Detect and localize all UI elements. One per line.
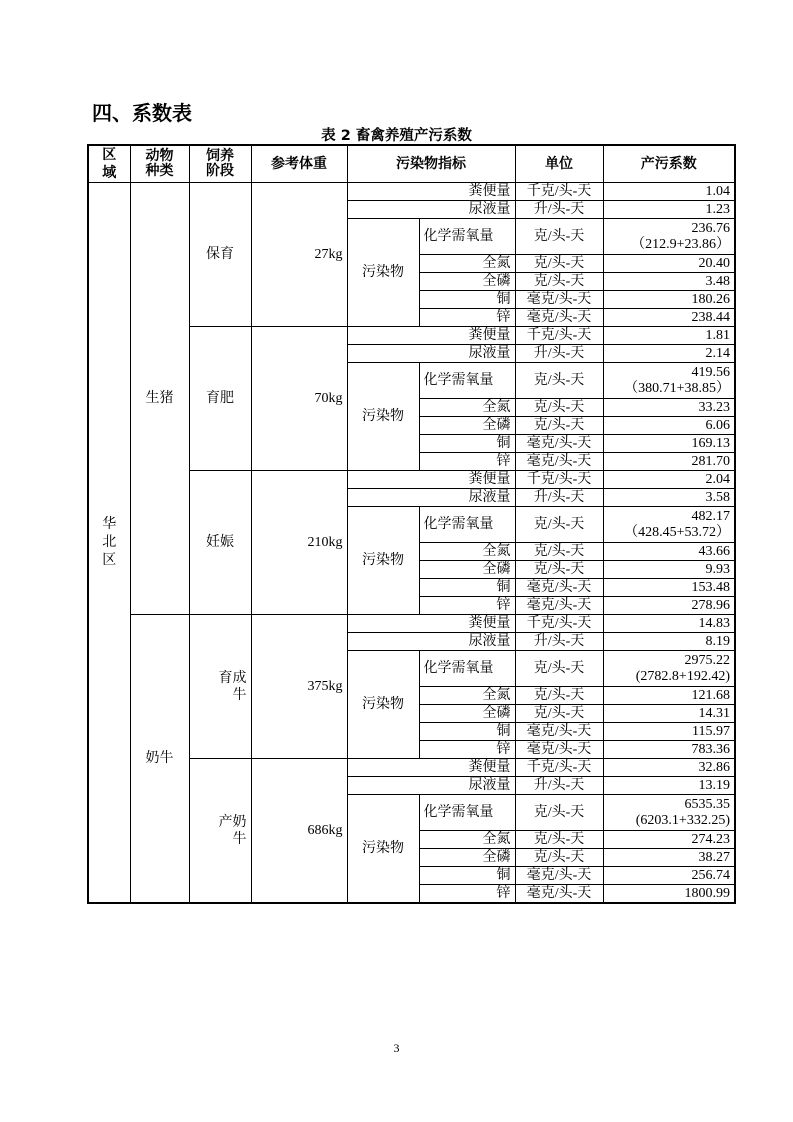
animal-cell: 生猪 — [130, 183, 189, 615]
unit-cell-urine: 升/头-天 — [515, 777, 603, 795]
pollutant-label-cod: 化学需氧量 — [419, 507, 515, 543]
coef-cell-zn: 278.96 — [603, 597, 735, 615]
header-unit: 单位 — [515, 145, 603, 183]
unit-cell-cu: 毫克/头-天 — [515, 291, 603, 309]
unit-cell-feces: 千克/头-天 — [515, 615, 603, 633]
pollutant-label-cod: 化学需氧量 — [419, 219, 515, 255]
unit-cell-zn: 毫克/头-天 — [515, 885, 603, 904]
pollutant-label-urine: 尿液量 — [347, 201, 515, 219]
pollutant-label-urine: 尿液量 — [347, 633, 515, 651]
header-animal: 动物种类 — [130, 145, 189, 183]
table-body — [88, 183, 735, 904]
unit-cell-urine: 升/头-天 — [515, 201, 603, 219]
coef-cell-feces: 1.81 — [603, 327, 735, 345]
unit-cell-zn: 毫克/头-天 — [515, 309, 603, 327]
unit-cell-tp: 克/头-天 — [515, 273, 603, 291]
header-pollutant: 污染物指标 — [347, 145, 515, 183]
unit-cell-zn: 毫克/头-天 — [515, 453, 603, 471]
pollutant-label-tn: 全氮 — [419, 543, 515, 561]
unit-cell-tn: 克/头-天 — [515, 399, 603, 417]
unit-cell-cod: 克/头-天 — [515, 507, 603, 543]
pollutant-label-zn: 锌 — [419, 741, 515, 759]
cod-total: 236.76 — [691, 220, 730, 236]
unit-cell-feces: 千克/头-天 — [515, 759, 603, 777]
coef-cell-feces: 1.04 — [603, 183, 735, 201]
header-region: 区域 — [88, 145, 130, 183]
unit-cell-zn: 毫克/头-天 — [515, 597, 603, 615]
coef-cell-tn: 20.40 — [603, 255, 735, 273]
pollutant-label-cu: 铜 — [419, 867, 515, 885]
section-heading: 四、系数表 — [92, 101, 192, 125]
coef-cell-urine: 1.23 — [603, 201, 735, 219]
header-stage: 饲养阶段 — [189, 145, 251, 183]
pollutant-label-urine: 尿液量 — [347, 489, 515, 507]
coef-cell-tp: 6.06 — [603, 417, 735, 435]
table-caption: 表 2 畜禽养殖产污系数 — [321, 128, 472, 144]
unit-cell-cu: 毫克/头-天 — [515, 723, 603, 741]
unit-cell-cod: 克/头-天 — [515, 363, 603, 399]
coef-cell-cod — [603, 651, 735, 687]
cod-breakdown: （428.45+53.72） — [624, 524, 730, 540]
unit-cell-tn: 克/头-天 — [515, 255, 603, 273]
coef-cell-cod — [603, 507, 735, 543]
unit-cell-tp: 克/头-天 — [515, 561, 603, 579]
unit-cell-urine: 升/头-天 — [515, 345, 603, 363]
coef-cell-cu: 169.13 — [603, 435, 735, 453]
pollutant-label-tn: 全氮 — [419, 687, 515, 705]
cod-breakdown: (6203.1+332.25) — [635, 812, 730, 828]
unit-cell-tp: 克/头-天 — [515, 849, 603, 867]
coef-cell-feces: 2.04 — [603, 471, 735, 489]
unit-cell-tp: 克/头-天 — [515, 705, 603, 723]
coef-cell-tn: 33.23 — [603, 399, 735, 417]
unit-cell-cod: 克/头-天 — [515, 795, 603, 831]
coef-cell-cu: 180.26 — [603, 291, 735, 309]
pollutant-label-cod: 化学需氧量 — [419, 795, 515, 831]
region-label: 华北区 — [102, 516, 117, 568]
pollutant-label-zn: 锌 — [419, 453, 515, 471]
pollutant-label-cu: 铜 — [419, 291, 515, 309]
coef-cell-cu: 256.74 — [603, 867, 735, 885]
coef-cell-urine: 2.14 — [603, 345, 735, 363]
unit-cell-cu: 毫克/头-天 — [515, 579, 603, 597]
pollutant-label-tp: 全磷 — [419, 849, 515, 867]
coef-cell-urine: 13.19 — [603, 777, 735, 795]
unit-cell-feces: 千克/头-天 — [515, 471, 603, 489]
cod-total: 419.56 — [691, 364, 730, 380]
weight-cell: 210kg — [251, 471, 347, 615]
stage-cell — [189, 759, 251, 904]
pollutant-label-cod: 化学需氧量 — [419, 363, 515, 399]
pollutant-label-feces: 粪便量 — [347, 759, 515, 777]
unit-cell-feces: 千克/头-天 — [515, 327, 603, 345]
pollutant-label-tp: 全磷 — [419, 417, 515, 435]
coef-cell-feces: 32.86 — [603, 759, 735, 777]
pollutant-label-urine: 尿液量 — [347, 345, 515, 363]
coef-cell-cu: 153.48 — [603, 579, 735, 597]
pollutant-label-feces: 粪便量 — [347, 471, 515, 489]
unit-cell-tn: 克/头-天 — [515, 831, 603, 849]
page-number: 3 — [393, 1041, 400, 1055]
coef-cell-tp: 3.48 — [603, 273, 735, 291]
weight-cell: 686kg — [251, 759, 347, 904]
pollutants-group-cell: 污染物 — [347, 795, 419, 904]
pollutants-group-cell: 污染物 — [347, 651, 419, 759]
coef-cell-zn: 238.44 — [603, 309, 735, 327]
cod-total: 6535.35 — [684, 796, 730, 812]
coef-cell-cod — [603, 219, 735, 255]
coef-cell-tn: 121.68 — [603, 687, 735, 705]
cod-breakdown: （380.71+38.85） — [624, 380, 730, 396]
unit-cell-tp: 克/头-天 — [515, 417, 603, 435]
region-cell — [88, 183, 130, 904]
pollutant-label-cu: 铜 — [419, 579, 515, 597]
stage-cell: 妊娠 — [189, 471, 251, 615]
unit-cell-urine: 升/头-天 — [515, 633, 603, 651]
stage-label: 产奶牛 — [218, 814, 247, 847]
pollutant-label-tp: 全磷 — [419, 705, 515, 723]
table-row — [88, 615, 735, 633]
stage-cell — [189, 615, 251, 759]
table-row — [88, 183, 735, 201]
pollutants-group-cell: 污染物 — [347, 219, 419, 327]
pollutant-label-feces: 粪便量 — [347, 183, 515, 201]
unit-cell-cod: 克/头-天 — [515, 651, 603, 687]
weight-cell: 70kg — [251, 327, 347, 471]
pollutant-label-cu: 铜 — [419, 723, 515, 741]
cod-breakdown: （212.9+23.86） — [631, 236, 730, 252]
cod-total: 2975.22 — [684, 652, 730, 668]
unit-cell-cu: 毫克/头-天 — [515, 435, 603, 453]
weight-cell: 27kg — [251, 183, 347, 327]
coef-cell-tn: 43.66 — [603, 543, 735, 561]
coef-cell-urine: 3.58 — [603, 489, 735, 507]
header-weight: 参考体重 — [251, 145, 347, 183]
cod-total: 482.17 — [691, 508, 730, 524]
coef-cell-cod — [603, 363, 735, 399]
cod-breakdown: (2782.8+192.42) — [635, 668, 730, 684]
pollutant-label-feces: 粪便量 — [347, 615, 515, 633]
unit-cell-urine: 升/头-天 — [515, 489, 603, 507]
coef-cell-tp: 38.27 — [603, 849, 735, 867]
pollutant-label-cu: 铜 — [419, 435, 515, 453]
coef-cell-urine: 8.19 — [603, 633, 735, 651]
coef-cell-cod — [603, 795, 735, 831]
coef-cell-tp: 14.31 — [603, 705, 735, 723]
pollutant-label-tn: 全氮 — [419, 399, 515, 417]
table-header-row — [88, 145, 735, 183]
coef-cell-tp: 9.93 — [603, 561, 735, 579]
stage-cell: 保育 — [189, 183, 251, 327]
unit-cell-cod: 克/头-天 — [515, 219, 603, 255]
coef-cell-zn: 1800.99 — [603, 885, 735, 904]
coef-cell-feces: 14.83 — [603, 615, 735, 633]
pollutant-label-urine: 尿液量 — [347, 777, 515, 795]
pollutant-label-tp: 全磷 — [419, 273, 515, 291]
unit-cell-zn: 毫克/头-天 — [515, 741, 603, 759]
coef-cell-zn: 281.70 — [603, 453, 735, 471]
weight-cell: 375kg — [251, 615, 347, 759]
header-coef: 产污系数 — [603, 145, 735, 183]
stage-cell: 育肥 — [189, 327, 251, 471]
coef-cell-zn: 783.36 — [603, 741, 735, 759]
coef-cell-tn: 274.23 — [603, 831, 735, 849]
coef-cell-cu: 115.97 — [603, 723, 735, 741]
pollutant-label-tn: 全氮 — [419, 255, 515, 273]
pollutant-label-zn: 锌 — [419, 309, 515, 327]
unit-cell-feces: 千克/头-天 — [515, 183, 603, 201]
pollutant-label-zn: 锌 — [419, 597, 515, 615]
unit-cell-tn: 克/头-天 — [515, 543, 603, 561]
pollutants-group-cell: 污染物 — [347, 363, 419, 471]
unit-cell-tn: 克/头-天 — [515, 687, 603, 705]
pollutant-label-tp: 全磷 — [419, 561, 515, 579]
pollutant-label-zn: 锌 — [419, 885, 515, 904]
pollutant-label-feces: 粪便量 — [347, 327, 515, 345]
pollutant-label-cod: 化学需氧量 — [419, 651, 515, 687]
pollutant-label-tn: 全氮 — [419, 831, 515, 849]
unit-cell-cu: 毫克/头-天 — [515, 867, 603, 885]
animal-cell: 奶牛 — [130, 615, 189, 904]
pollution-coefficient-table — [87, 144, 736, 904]
pollutants-group-cell: 污染物 — [347, 507, 419, 615]
stage-label: 育成牛 — [218, 670, 247, 703]
